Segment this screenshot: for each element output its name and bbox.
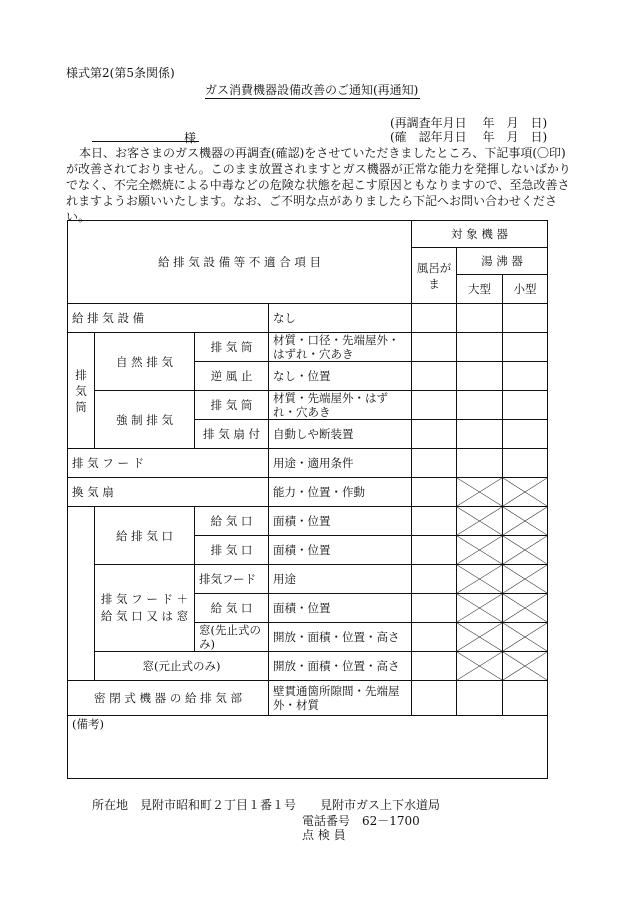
check-cell[interactable] [412,652,457,681]
check-cell[interactable] [503,420,548,449]
col-furo: 風呂がま [412,248,457,304]
check-cell[interactable] [457,681,503,716]
addressee-honorific: 様 [184,131,197,145]
cross-mark [457,623,502,651]
row-haiki: 排 気 口 [195,536,269,565]
cond-zai-shitsu-1: 材質・口径・先端屋外・はずれ・穴あき [269,333,412,362]
check-cell[interactable] [457,333,503,362]
group-spacer [68,507,95,681]
check-cell[interactable] [412,536,457,565]
cross-mark [503,507,547,535]
cond-menseki-3: 面積・位置 [269,594,412,623]
check-cell[interactable] [412,594,457,623]
row-gyakufu: 逆 風 止 [195,362,269,391]
inspection-table [67,220,548,779]
crossed-cell [457,594,503,623]
check-cell[interactable] [412,391,457,420]
cross-mark [503,652,547,680]
cond-auto-shutoff: 自動しや断装置 [269,420,412,449]
check-cell[interactable] [457,391,503,420]
footer-address: 所在地 見附市昭和町２丁目１番１号 見附市ガス上下水道局 [92,798,441,812]
row-mippei: 密 閉 式 機 器 の 給 排 気 部 [68,681,269,716]
header-target-cell: 対 象 機 器 [412,221,548,248]
check-cell[interactable] [412,449,457,478]
crossed-cell [457,536,503,565]
cond-kanki-tsuu: 壁貫通箇所隙間・先端屋外・材質 [269,681,412,716]
cond-kaihou-1: 開放・面積・位置・高さ [269,623,412,652]
remarks-box[interactable]: (備考) [68,716,548,779]
check-cell[interactable] [503,449,548,478]
cross-mark [457,594,502,622]
notice-body: 本日、お客さまのガス機器の再調査(確認)をさせていただきましたところ、下記事項(〇印)が改善されておりません。このまま放置されますとガス機器が正常な能力を発揮しないばかりでなく、不完全燃焼による中毒などの危険な状態を起こす原因ともなりますので、至急改善されますようお願いいたします。なお、ご不明な点がありましたら下記へお問い合わせください。 [66,146,571,224]
check-cell[interactable] [412,333,457,362]
crossed-cell [503,594,548,623]
crossed-cell [457,565,503,594]
crossed-cell [457,507,503,536]
cond-zai-shitsu-2: 材質・先端屋外・はずれ・穴あき [269,391,412,420]
page-title: ガス消費機器設備改善のご通知(再通知) [205,83,419,97]
confirmation-date: (確 認年月日 年 月 日) [390,130,548,144]
row-hood: 排 気 フ ー ド [68,449,269,478]
cross-mark [503,565,547,593]
check-cell[interactable] [503,391,548,420]
check-cell[interactable] [503,362,548,391]
check-cell[interactable] [457,304,503,333]
cross-mark [503,478,547,506]
crossed-cell [503,536,548,565]
check-cell[interactable] [412,681,457,716]
check-cell[interactable] [412,420,457,449]
crossed-cell [457,623,503,652]
row-hood-sub: 排気フード [195,565,269,594]
cond-menseki-2: 面積・位置 [269,536,412,565]
cross-mark [457,478,502,506]
cross-mark [503,594,547,622]
row-kyuki2: 給 気 口 [195,594,269,623]
crossed-cell [503,565,548,594]
row-haikitou-pipe2: 排 気 筒 [195,391,269,420]
check-cell[interactable] [457,449,503,478]
check-cell[interactable] [412,478,457,507]
cond-menseki-1: 面積・位置 [269,507,412,536]
cond-nashi: なし [269,304,412,333]
cross-mark [457,536,502,564]
cross-mark [457,565,502,593]
row-kyousei-haiki: 強 制 排 気 [95,391,195,449]
row-kyuki: 給 気 口 [195,507,269,536]
row-kyuhaiki-kou: 給 排 気 口 [95,507,195,565]
cond-nashi-ichi: なし・位置 [269,362,412,391]
cross-mark [457,507,502,535]
row-hood-group: 排 気 フ ー ド ＋ 給 気 口 又 は 窓 [95,565,195,652]
check-cell[interactable] [412,623,457,652]
col-yuwakashi: 湯 沸 器 [457,248,548,275]
check-cell[interactable] [457,362,503,391]
cond-hood: 用途・適用条件 [269,449,412,478]
row-kanki: 換 気 扇 [68,478,269,507]
cond-kanki: 能力・位置・作動 [269,478,412,507]
addressee-line[interactable] [92,141,199,142]
cond-kaihou-2: 開放・面積・位置・高さ [269,652,412,681]
check-cell[interactable] [457,420,503,449]
check-cell[interactable] [412,565,457,594]
row-mado-motoshiki: 窓(元止式のみ) [95,652,269,681]
row-mado-sentoshiki: 窓(先止式のみ) [195,623,269,652]
header-item-cell: 給 排 気 設 備 等 不 適 合 項 目 [68,221,412,304]
row-kyuhaiki-setsubi: 給 排 気 設 備 [68,304,269,333]
form-number: 様式第2(第5条関係) [66,66,175,80]
crossed-cell [457,652,503,681]
row-haikitou: 排 気 筒 [68,333,95,449]
check-cell[interactable] [412,362,457,391]
check-cell[interactable] [412,507,457,536]
cross-mark [503,536,547,564]
footer-phone: 電話番号 62－1700 [302,814,420,828]
check-cell[interactable] [503,681,548,716]
footer-inspector: 点 検 員 [302,828,346,842]
crossed-cell [503,652,548,681]
crossed-cell [503,623,548,652]
row-haikitou-pipe: 排 気 筒 [195,333,269,362]
cross-mark [457,652,502,680]
check-cell[interactable] [503,333,548,362]
crossed-cell [503,507,548,536]
row-shizen-haiki: 自 然 排 気 [95,333,195,391]
crossed-cell [457,478,503,507]
col-small: 小型 [503,275,548,304]
cond-youto: 用途 [269,565,412,594]
col-large: 大型 [457,275,503,304]
crossed-cell [503,478,548,507]
cross-mark [503,623,547,651]
check-cell[interactable] [503,304,548,333]
reinspection-date: (再調査年月日 年 月 日) [390,116,548,130]
check-cell[interactable] [412,304,457,333]
row-fan: 排 気 扇 付 [195,420,269,449]
